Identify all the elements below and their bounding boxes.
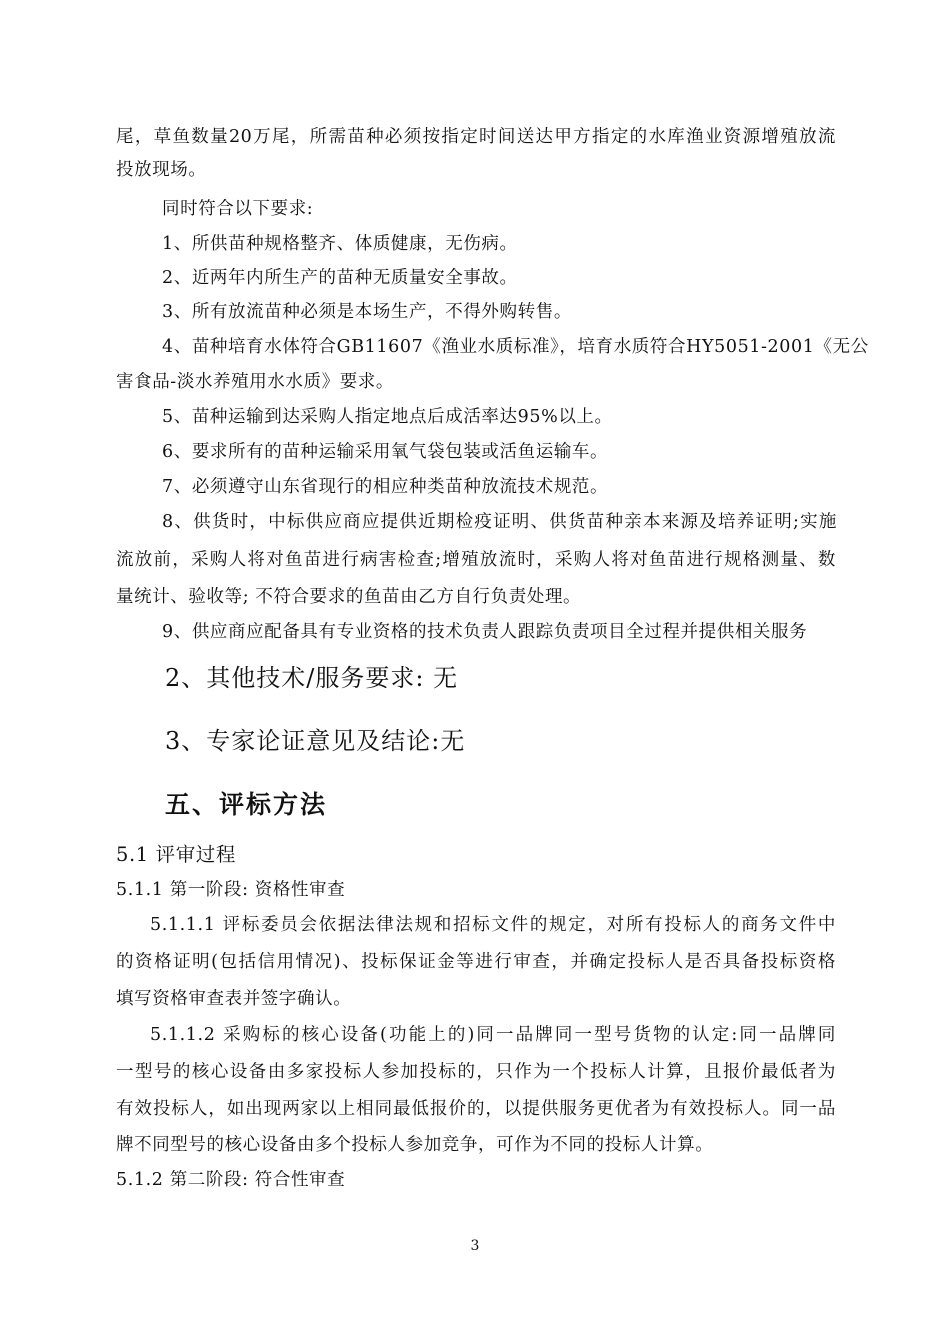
body-line: 填写资格审查表并签字确认。	[116, 989, 352, 1009]
body-line: 5.1.1.2 采购标的核心设备(功能上的)同一品牌同一型号货物的认定:同一品牌同	[150, 1025, 836, 1045]
body-line: 的资格证明(包括信用情况)、投标保证金等进行审查，并确定投标人是否具备投标资格	[116, 952, 836, 972]
subheading-expert-opinion: 3、专家论证意见及结论:无	[165, 727, 466, 755]
list-item: 8、供货时，中标供应商应提供近期检疫证明、供货苗种亲本来源及培养证明;实施	[162, 512, 837, 532]
section-5-1-1-title: 5.1.1 第一阶段: 资格性审查	[116, 880, 346, 900]
list-item: 1、所供苗种规格整齐、体质健康，无伤病。	[162, 234, 518, 254]
body-line: 5.1.1.1 评标委员会依据法律法规和招标文件的规定，对所有投标人的商务文件中	[150, 915, 836, 935]
page-number: 3	[470, 1238, 480, 1254]
list-item: 7、必须遵守山东省现行的相应种类苗种放流技术规范。	[162, 477, 609, 497]
body-line: 一型号的核心设备由多家投标人参加投标的，只作为一个投标人计算，且报价最低者为	[116, 1062, 836, 1082]
list-item: 4、苗种培育水体符合GB11607《渔业水质标准》，培育水质符合HY5051-2001《无公	[162, 337, 869, 357]
section-5-1-2-title: 5.1.2 第二阶段: 符合性审查	[116, 1170, 346, 1190]
body-line: 同时符合以下要求:	[162, 199, 314, 219]
body-line: 害食品-淡水养殖用水水质》要求。	[116, 372, 395, 392]
section-5-1-title: 5.1 评审过程	[116, 843, 237, 866]
list-item: 6、要求所有的苗种运输采用氧气袋包装或活鱼运输车。	[162, 442, 609, 462]
body-line: 量统计、验收等; 不符合要求的鱼苗由乙方自行负责处理。	[116, 587, 582, 607]
list-item: 9、供应商应配备具有专业资格的技术负责人跟踪负责项目全过程并提供相关服务	[162, 622, 808, 642]
list-item: 2、近两年内所生产的苗种无质量安全事故。	[162, 268, 518, 288]
subheading-other-requirements: 2、其他技术/服务要求: 无	[165, 664, 459, 692]
body-line: 尾，草鱼数量20万尾，所需苗种必须按指定时间送达甲方指定的水库渔业资源增殖放流	[116, 127, 836, 147]
body-line: 牌不同型号的核心设备由多个投标人参加竞争，可作为不同的投标人计算。	[116, 1135, 714, 1155]
list-item: 3、所有放流苗种必须是本场生产，不得外购转售。	[162, 302, 572, 322]
list-item: 5、苗种运输到达采购人指定地点后成活率达95%以上。	[162, 407, 613, 427]
body-line: 投放现场。	[116, 160, 207, 180]
section-heading: 五、评标方法	[165, 790, 328, 819]
body-line: 有效投标人，如出现两家以上相同最低报价的，以提供服务更优者为有效投标人。同一品	[116, 1099, 836, 1119]
body-line: 流放前，采购人将对鱼苗进行病害检查;增殖放流时，采购人将对鱼苗进行规格测量、数	[116, 550, 836, 570]
